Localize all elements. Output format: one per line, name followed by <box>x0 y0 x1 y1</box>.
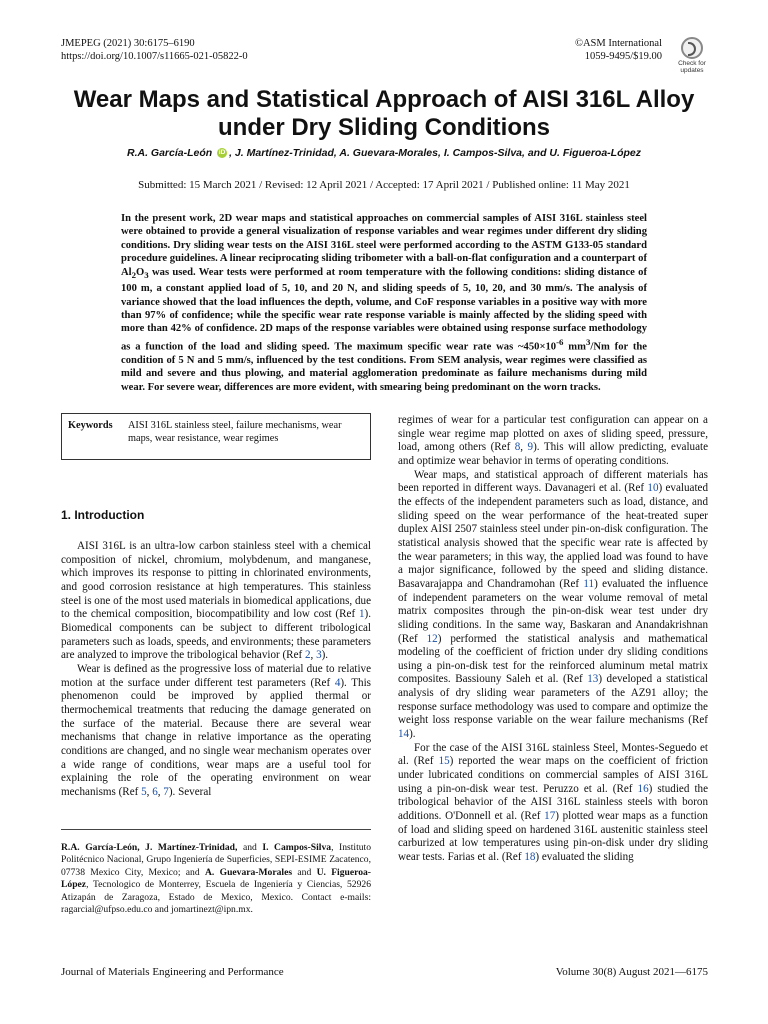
ref-link[interactable]: 10 <box>647 482 659 495</box>
check-updates-icon <box>681 37 703 59</box>
ref-link[interactable]: 3 <box>316 649 322 662</box>
article-title: Wear Maps and Statistical Approach of AISI 316L Alloy under Dry Sliding Conditions <box>73 86 695 141</box>
ref-link[interactable]: 18 <box>524 851 536 863</box>
copyright-notice: ©ASM International <box>574 38 662 49</box>
section-heading-introduction: 1. Introduction <box>61 508 145 522</box>
intro-paragraph-1: AISI 316L is an ultra-low carbon stainless steel with a chemical composition of nickel, chromium, molybdenum, and manganese, which improves its response to pitting in chlorinated environments, and good corrosion resistance at high temperatures. This stainless steel is one of the most used materials in biomedical applications, due to the chemical composition, biocompatibility and low cost (Ref 1). Biomedical components can be subject to different tribological parameters such as loads, speeds, and environments; these parameters are analyzed to improve the tribological behavior (Ref 2, 3). <box>61 540 371 662</box>
intro-paragraph-3: regimes of wear for a particular test configuration can appear on a single wear regime map plotted on axes of sliding speed, pressure, load, among others (Ref 8, 9). This will allow predicting, evaluate and optimize wear behavior in terms of operating conditions. <box>398 414 709 467</box>
issn-price: 1059-9495/$19.00 <box>584 50 662 62</box>
ref-link[interactable]: 8 <box>514 441 521 454</box>
ref-link[interactable]: 4 <box>334 676 341 689</box>
footer-volume-page: Volume 30(8) August 2021—6175 <box>555 966 708 978</box>
footer-journal-name: Journal of Materials Engineering and Performance <box>61 966 284 978</box>
abstract: In the present work, 2D wear maps and statistical approaches on commercial samples of AISI 316L stainless steel were obtained to provide a general visualization of response variables and wear regimes under different dry sliding conditions. Dry sliding wear tests on the AISI 316L steel were performed according to the ASTM G133-05 standard procedure guidelines. A linear reciprocating sliding tribometer with a ball-on-flat configuration and a counterpart of $Al_2O_3$ was used. Wear tests were performed at room temperature with the following conditions: sliding distance of 100 m, a constant applied load of 5, 10, and 20 N, and sliding speeds of 5, 10, 20, and 30 mm/s. The analysis of variance showed that the load influences the depth, volume, and CoF response variables in a positive way with more than 97% of confidence; while the specific wear rate response variable is mainly affected by the sliding speed with more than 42% of confidence. 2D maps of the response variables were obtained using response surface methodology as a function of the load and sliding speed. The maximum specific wear rate was $\sim 450\times 10^{-6}$ $mm^3/Nm$ for the condition of 5 N and 5 mm/s, influenced by the test conditions. From SEM analysis, wear regimes were classified as mild and severe and thus plowing, and material agglomeration predominate as failure mechanisms during mild wear. For severe wear, differences are more evident, with smearing being predominant on the worn tracks. <box>121 213 647 393</box>
journal-citation: JMEPEG (2021) 30:6175–6190 <box>61 38 195 49</box>
right-column-text <box>398 414 708 865</box>
keywords-box <box>61 413 371 460</box>
intro-paragraph-2: Wear is defined as the progressive loss of material due to relative motion at the surface under different test parameters (Ref 4). This phenomenon could be improved by applied thermal or thermochemical treatments that reducing the damage generated on the surface of the material. Because there are several wear mechanisms that change in relative importance as the operating conditions are changed, and no single wear mechanism operates over a wide range of conditions, wear maps are a useful tool for explaining the role of the operating environment on wear mechanisms (Ref 5, 6, 7). Several <box>61 662 371 798</box>
ref-link[interactable]: 15 <box>438 755 450 768</box>
check-for-updates-badge[interactable] <box>672 37 712 75</box>
doi-link[interactable]: https://doi.org/10.1007/s11665-021-05822-0 <box>61 50 248 62</box>
author-first[interactable]: R.A. García-León <box>126 147 213 159</box>
publisher-header <box>575 38 662 63</box>
badge-label: Check for updates <box>678 60 706 74</box>
author-list <box>40 147 728 159</box>
ref-link[interactable]: 6 <box>152 785 158 798</box>
ref-link[interactable]: 16 <box>637 782 649 795</box>
author-affiliations: R.A. García-León, J. Martínez-Trinidad, and I. Campos-Silva, Instituto Politécnico Nacional, Grupo Ingeniería de Superficies, SEPI-ESIME Zacatenco, 07738 Mexico City, Mexico; and A. Guevara-Morales and U. Figueroa-López, Tecnologico de Monterrey, Escuela de Ingeniería y Ciencias, 52926 Atizapán de Zaragoza, Estado de Mexico, Mexico. Contact e-mails: ragarcial@ufpso.edu.co and jomartinezt@ipn.mx. <box>61 842 371 916</box>
ref-link[interactable]: 5 <box>141 785 147 798</box>
orcid-icon[interactable]: iD <box>218 149 226 157</box>
intro-paragraph-4: Wear maps, and statistical approach of different materials has been reported in different ways. Davanageri et al. (Ref 10) evaluated the effects of the independent parameters such as load, distance, and sliding speed on the wear performance of the heat-treated super duplex AISI 2507 stainless steel under pin-on-disk configuration. The statistical analysis showed that the specific wear rate is affected by the wear parameters; in this way, the applied load was found to have a major significance, followed by the speed and sliding distance. Basavarajappa and Chandramohan (Ref 11) evaluated the influence of independent parameters on the wear volume removal of metal matrix composites through the pin-on-disk wear test under dry sliding conditions. In the same way, Baskaran and Anandakrishnan (Ref 12) performed the statistical analysis and mathematical modeling of the coefficient of friction under dry sliding conditions using a pin-on-disk test for the reinforced aluminum metal matrix composites. Bassiouny Saleh et al. (Ref 13) developed a statistical analysis of dry sliding wear parameters of the AZ91 alloy; the response surface methodology was used to compare and optimize the weight loss response variable on the wear failure mechanisms (Ref 14). <box>398 468 708 741</box>
ref-link[interactable]: 12 <box>426 632 438 645</box>
ref-link[interactable]: 17 <box>544 810 556 823</box>
keywords-label: Keywords <box>68 420 113 431</box>
left-column-text <box>61 540 371 799</box>
intro-paragraph-5: For the case of the AISI 316L stainless Steel, Montes-Seguedo et al. (Ref 15) reported the wear maps on the coefficient of friction under lubricated conditions on commercial samples of AISI 316L using a pin-on-disk wear test. Peruzzo et al. (Ref 16) studied the tribological behavior of the AISI 316L stainless steels with boron additions. O'Donnell et al. (Ref 17) plotted wear maps as a function of load and sliding speed on hardened 316L austenitic stainless steel carburized at low temperatures using pin-on-disk under dry sliding wear tests. Farias et al. (Ref 18) evaluated the sliding <box>398 741 708 863</box>
ref-link[interactable]: 13 <box>587 673 599 686</box>
ref-link[interactable]: 9 <box>527 441 534 454</box>
author-rest: , J. Martínez-Trinidad, A. Guevara-Morales, I. Campos-Silva, and U. Figueroa-López <box>229 147 642 159</box>
ref-link[interactable]: 14 <box>398 728 410 741</box>
keywords-text: AISI 316L stainless steel, failure mechanisms, wear maps, wear resistance, wear regimes <box>128 420 342 444</box>
ref-link[interactable]: 7 <box>163 785 169 798</box>
ref-link[interactable]: 11 <box>583 577 595 590</box>
submission-dates: Submitted: 15 March 2021 / Revised: 12 April 2021 / Accepted: 17 April 2021 / Published online: 11 May 2021 <box>138 179 630 191</box>
ref-link[interactable]: 2 <box>304 649 311 662</box>
ref-link[interactable]: 1 <box>358 608 365 621</box>
footnote-divider <box>61 829 371 830</box>
journal-header <box>61 38 248 63</box>
